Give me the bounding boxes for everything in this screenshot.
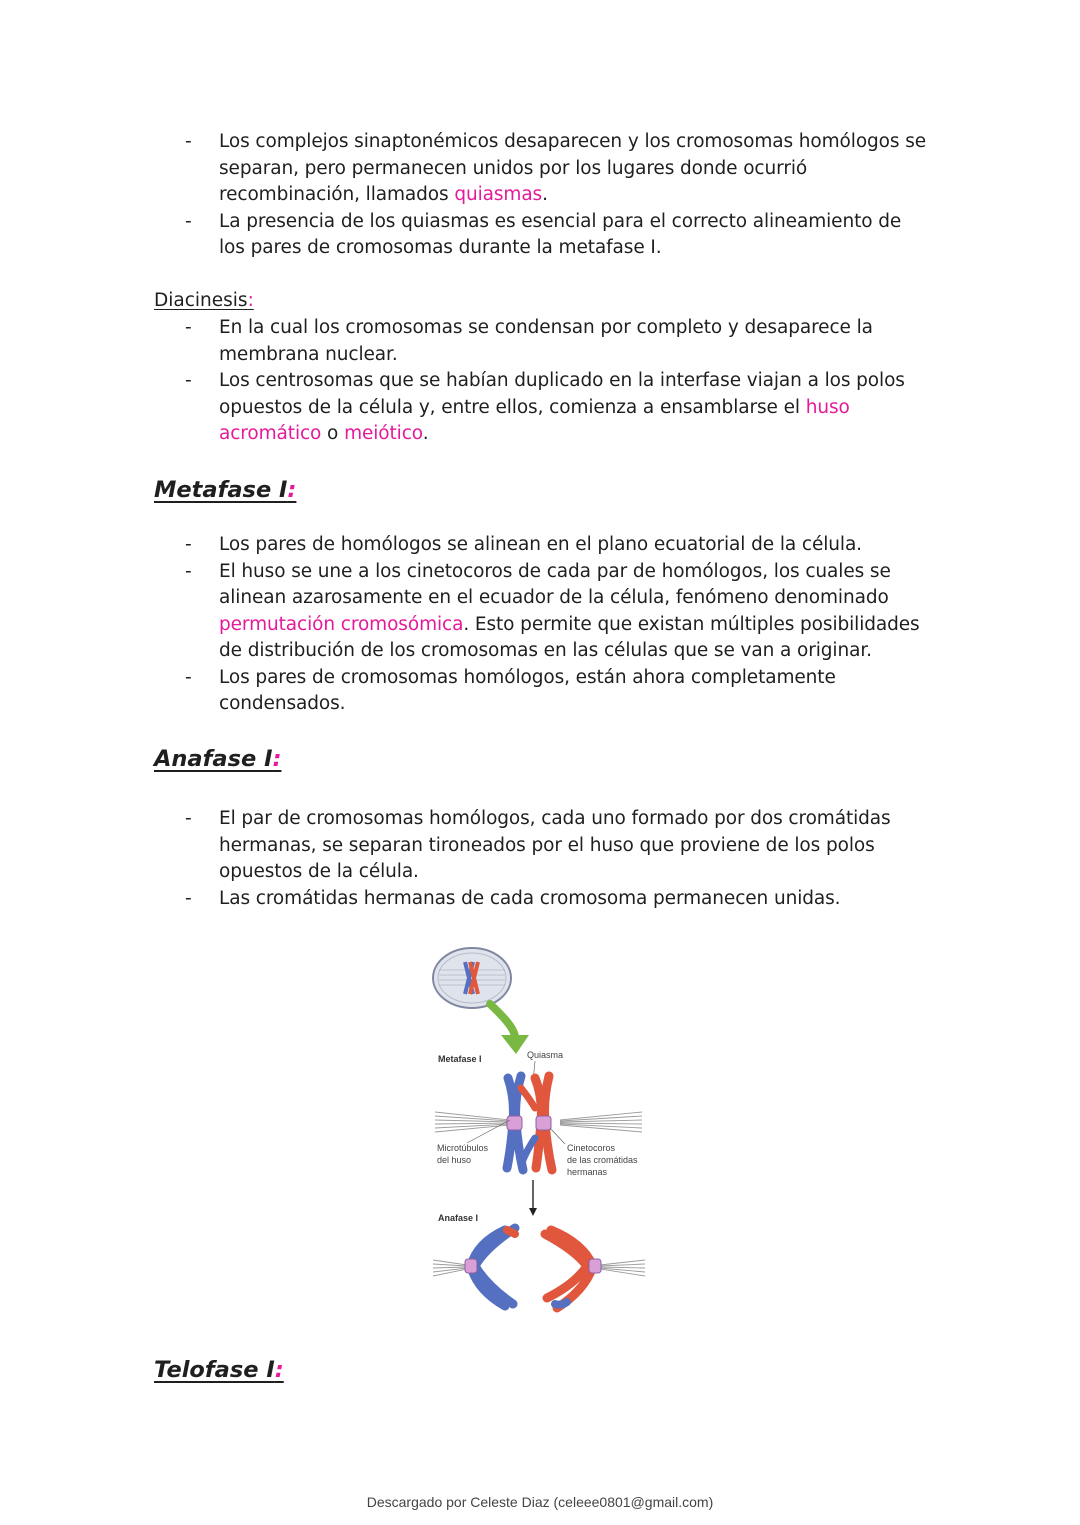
- list-item: - El huso se une a los cinetocoros de cada par de homólogos, los cuales se alinean azarosamente en el ecuador de la célula, fenómeno denominado permutación cromosómica. Esto permite que existan múltiples posibilidades de distribución de los cromosomas en las células que se van a originar.: [185, 559, 930, 665]
- list-item: - Los centrosomas que se habían duplicado en la interfase viajan a los polos opuestos de la célula y, entre ellos, comienza a ensamblarse el huso acromático o meiótico.: [185, 368, 930, 448]
- meiosis-illustration: [415, 938, 665, 1323]
- chromosome-blue-anafase: [465, 1228, 515, 1306]
- green-arrow-icon: [490, 1004, 529, 1054]
- list-item: - Los complejos sinaptonémicos desaparecen y los cromosomas homólogos se separan, pero permanecen unidos por los lugares donde ocurrió recombinación, llamados quiasmas.: [185, 129, 930, 209]
- label-microtubulos: Microtúbulos: [437, 1143, 489, 1153]
- list-item: - Los pares de homólogos se alinean en el plano ecuatorial de la célula.: [185, 532, 930, 559]
- download-footer: Descargado por Celeste Diaz (celeee0801@gmail.com): [366, 1494, 714, 1510]
- label-del-huso: del huso: [437, 1155, 472, 1165]
- highlight-term: permutación cromosómica: [219, 613, 464, 635]
- list-item: - El par de cromosomas homólogos, cada uno formado por dos cromátidas hermanas, se separan tironeados por el huso que proviene de los polos opuestos de la célula.: [185, 806, 930, 886]
- label-hermanas: hermanas: [567, 1167, 608, 1177]
- label-metafase: Metafase I: [438, 1054, 482, 1064]
- highlight-term: meiótico: [344, 423, 423, 444]
- bullet-list-diacinesis: [185, 315, 930, 448]
- list-item: - En la cual los cromosomas se condensan por completo y desaparece la membrana nuclear.: [185, 315, 930, 368]
- label-quiasma: Quiasma: [527, 1050, 564, 1060]
- heading-anafase: Anafase I:: [154, 746, 282, 772]
- bullet-list-profase-end: [185, 129, 930, 262]
- highlight-term: quiasmas: [454, 184, 543, 205]
- heading-telofase: Telofase I:: [154, 1357, 284, 1383]
- list-item: - Los pares de cromosomas homólogos, están ahora completamente condensados.: [185, 665, 930, 718]
- down-arrow-icon: [529, 1180, 537, 1216]
- meiosis-figure: [415, 938, 665, 1323]
- chromosome-pair-metafase: [507, 1076, 552, 1170]
- label-anafase: Anafase I: [438, 1213, 479, 1223]
- bullet-list-anafase: [185, 806, 930, 912]
- label-cinetocoros: Cinetocoros: [567, 1143, 616, 1153]
- label-de-las-cromatidas: de las cromátidas: [567, 1155, 638, 1165]
- highlight-term: huso acromático: [219, 396, 850, 444]
- heading-metafase: Metafase I:: [154, 477, 297, 503]
- list-item: - La presencia de los quiasmas es esencial para el correcto alineamiento de los pares de cromosomas durante la metafase I.: [185, 209, 930, 262]
- chromosome-red-anafase: [545, 1230, 601, 1308]
- subheading-diacinesis: Diacinesis:: [154, 290, 254, 311]
- cell-icon: [433, 948, 511, 1008]
- list-item: - Las cromátidas hermanas de cada cromosoma permanecen unidas.: [185, 886, 930, 913]
- bullet-list-metafase: [185, 532, 930, 718]
